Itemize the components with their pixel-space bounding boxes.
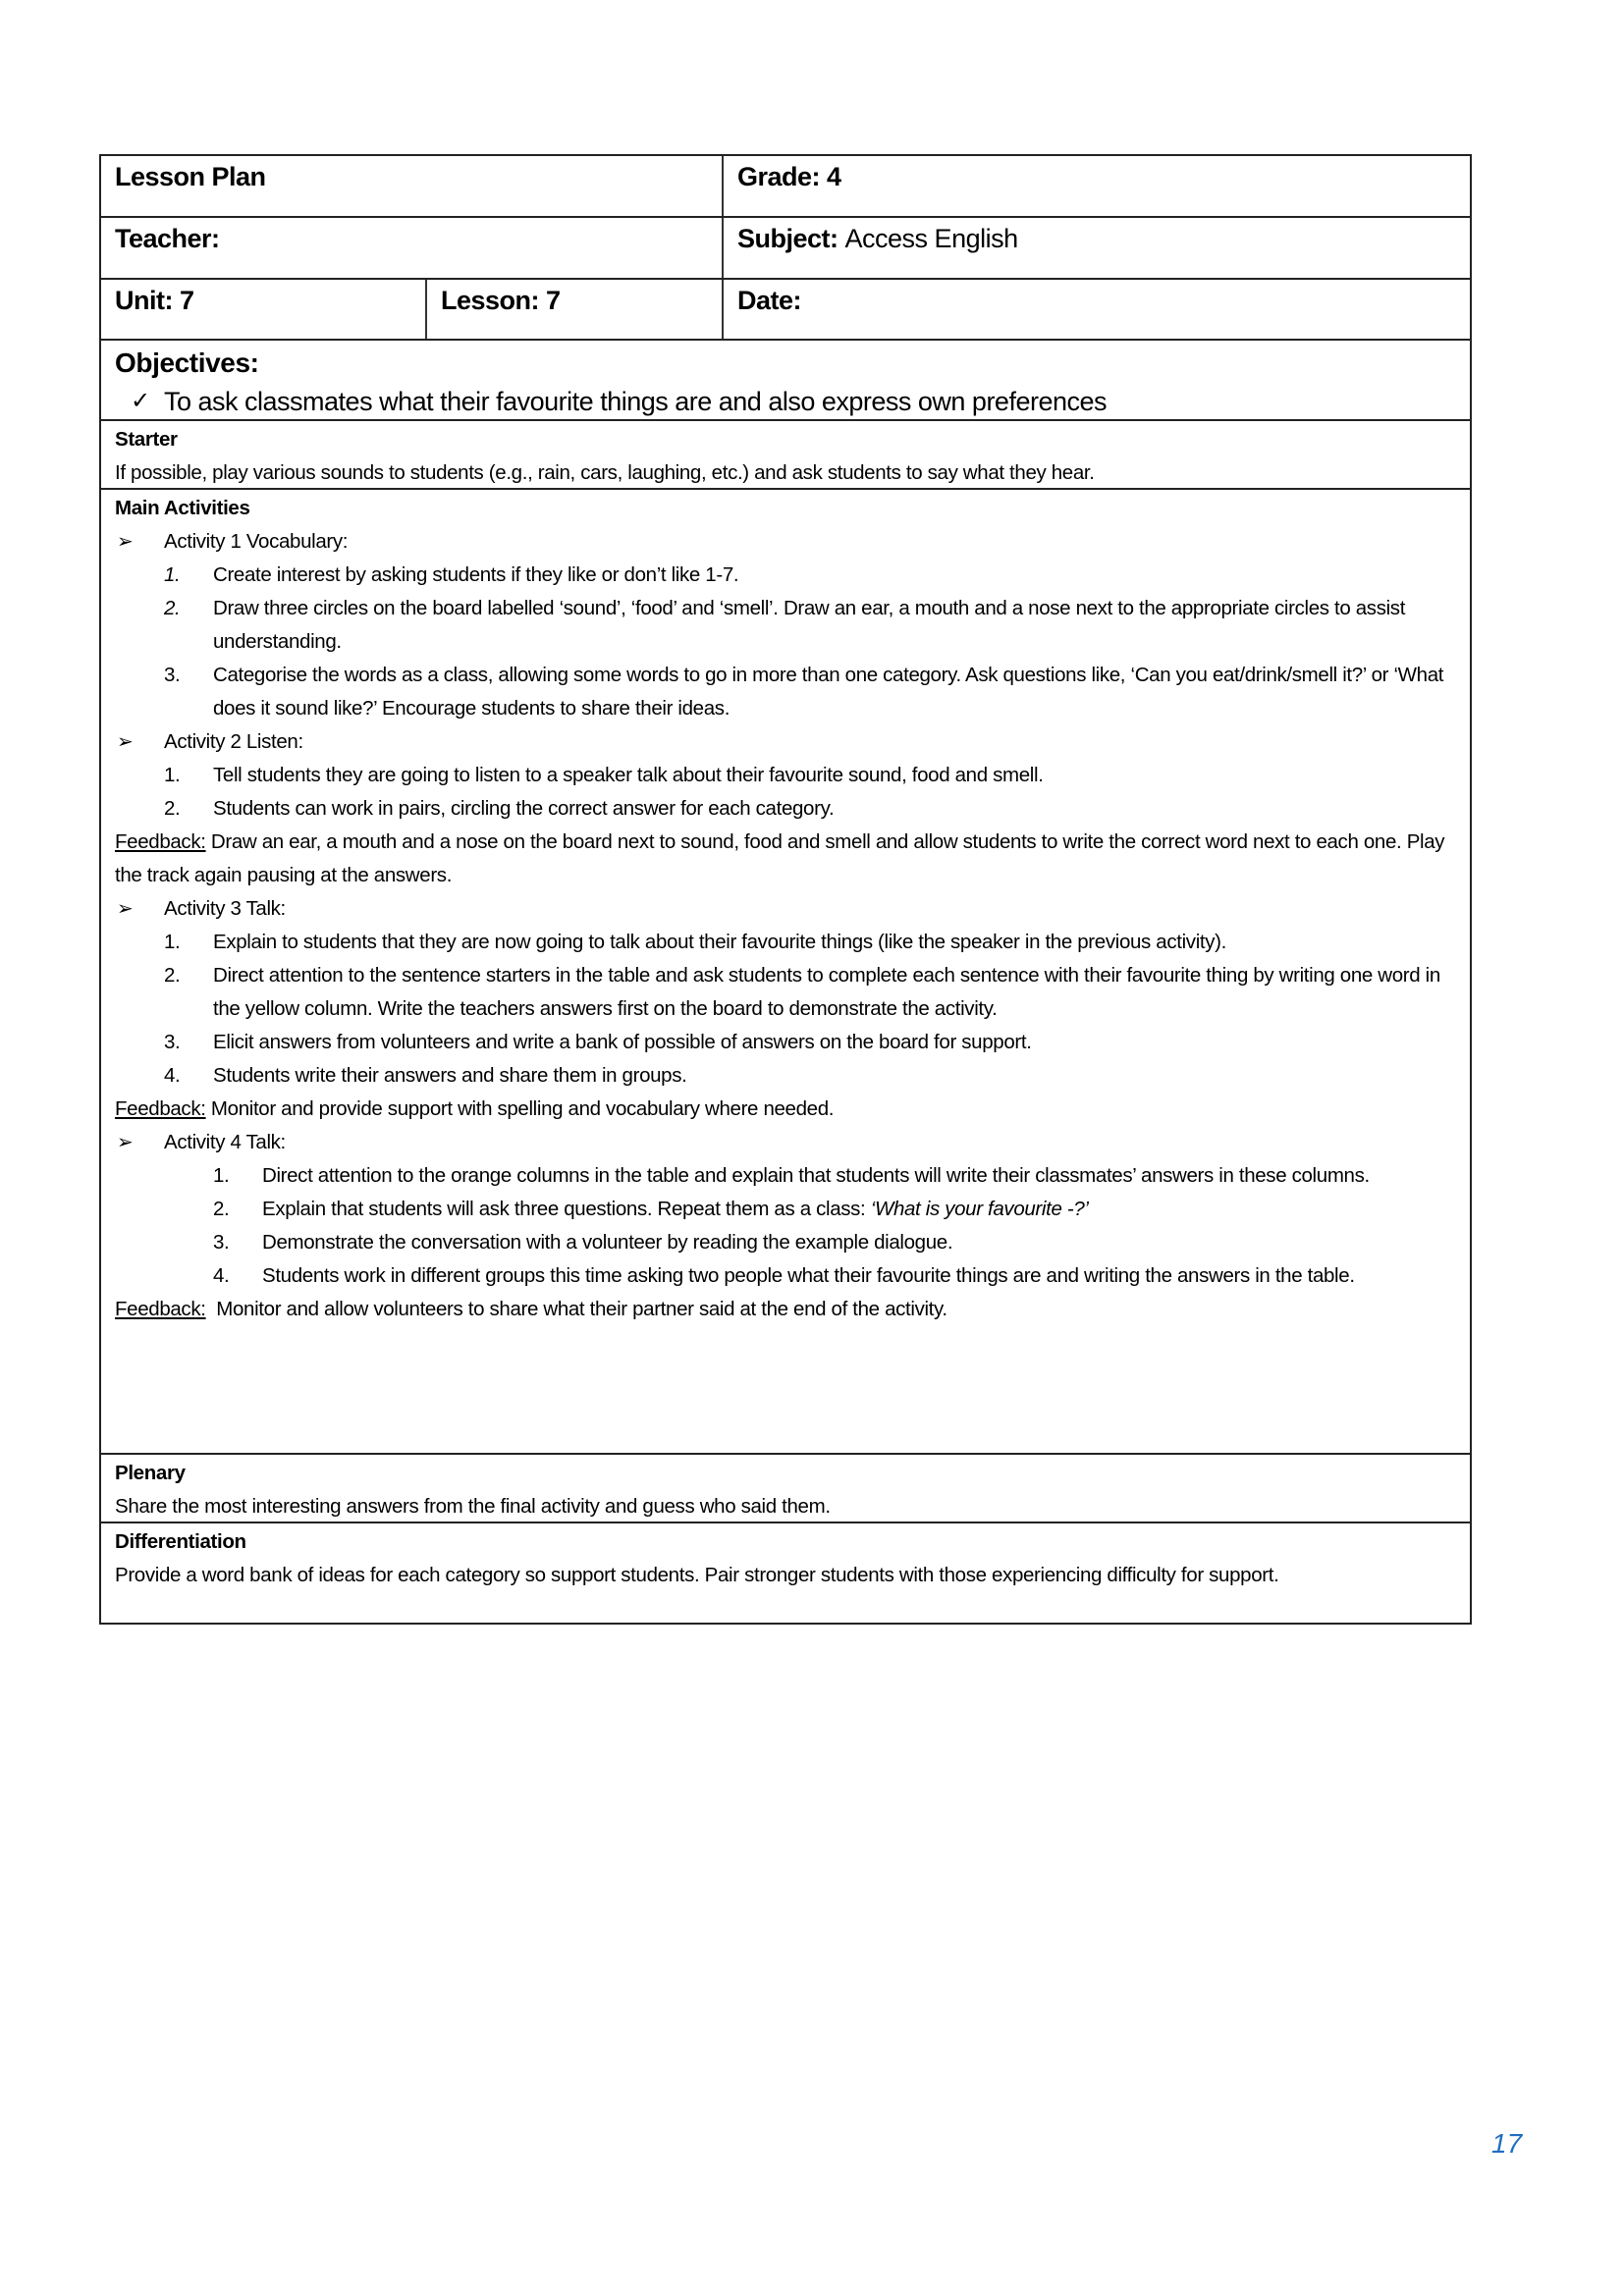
item-number: 3. bbox=[213, 1231, 230, 1254]
item-text: Explain to students that they are now going to talk about their favourite things (like the speaker in the previous activity). bbox=[213, 931, 1226, 953]
list-item bbox=[115, 1259, 1456, 1293]
item-text bbox=[262, 1193, 1456, 1226]
list-item bbox=[115, 559, 1456, 592]
main-activities-block bbox=[101, 490, 1470, 1453]
subject-cell bbox=[722, 218, 1470, 278]
list-item bbox=[115, 1159, 1456, 1193]
item-text: Demonstrate the conversation with a volunteer by reading the example dialogue. bbox=[262, 1231, 953, 1254]
activity-4-feedback bbox=[115, 1293, 1456, 1326]
activity-2-feedback bbox=[115, 826, 1456, 892]
differentiation-block bbox=[101, 1523, 1292, 1623]
activity-title: Activity 3 Talk: bbox=[164, 897, 286, 920]
plenary-block bbox=[101, 1455, 844, 1522]
list-item bbox=[115, 926, 1456, 959]
activity-2-heading bbox=[115, 725, 1456, 759]
plenary-section bbox=[101, 1455, 1470, 1523]
starter-title: Starter bbox=[115, 428, 178, 451]
grade-label: Grade: bbox=[737, 162, 821, 191]
plenary-text: Share the most interesting answers from the final activity and guess who said them. bbox=[115, 1495, 831, 1518]
feedback-text: Draw an ear, a mouth and a nose on the board next to sound, food and smell and allow students to write the correct word next to each one. Play the track again pausing at the answers. bbox=[115, 830, 1445, 886]
item-text: Students write their answers and share them in groups. bbox=[213, 1064, 687, 1087]
list-item bbox=[115, 759, 1456, 792]
objective-item bbox=[115, 382, 1107, 421]
activity-title: Activity 2 Listen: bbox=[164, 730, 303, 753]
unit-cell bbox=[101, 280, 425, 339]
item-text: Draw three circles on the board labelled ‘sound’, ‘food’ and ‘smell’. Draw an ear, a mouth and a nose next to the appropriate circles to assist understanding. bbox=[213, 597, 1406, 653]
item-text: Create interest by asking students if they like or don’t like 1-7. bbox=[213, 563, 739, 586]
header-row-3 bbox=[101, 280, 1470, 341]
feedback-label: Feedback: bbox=[115, 830, 206, 853]
objective-text: To ask classmates what their favourite things are and also express own preferences bbox=[164, 387, 1108, 416]
list-item bbox=[115, 1026, 1456, 1059]
item-number: 1. bbox=[213, 1164, 230, 1187]
arrow-bullet-icon: ➢ bbox=[117, 1132, 134, 1153]
date-label: Date: bbox=[737, 286, 802, 315]
feedback-text: Monitor and provide support with spelling and vocabulary where needed. bbox=[205, 1097, 835, 1120]
arrow-bullet-icon: ➢ bbox=[117, 731, 134, 753]
item-number: 4. bbox=[213, 1264, 230, 1287]
differentiation-title: Differentiation bbox=[115, 1530, 246, 1553]
arrow-bullet-icon: ➢ bbox=[117, 531, 134, 553]
grade-cell bbox=[722, 156, 1470, 216]
lesson-plan-table bbox=[99, 154, 1472, 1625]
starter-block bbox=[101, 421, 1109, 488]
main-activities-section bbox=[101, 490, 1470, 1455]
check-icon: ✓ bbox=[131, 388, 150, 414]
feedback-label: Feedback: bbox=[115, 1298, 206, 1320]
item-number: 3. bbox=[164, 1031, 181, 1053]
objectives-title: Objectives: bbox=[115, 347, 259, 378]
lesson-plan-title: Lesson Plan bbox=[115, 162, 266, 191]
header-row-1 bbox=[101, 156, 1470, 218]
unit-label: Unit: bbox=[115, 286, 173, 315]
item-number: 2. bbox=[164, 797, 181, 820]
activity-title: Activity 1 Vocabulary: bbox=[164, 530, 349, 553]
list-item bbox=[115, 1226, 1456, 1259]
item-number: 1. bbox=[164, 764, 181, 786]
item-number: 1. bbox=[164, 931, 181, 953]
item-number: 1. bbox=[164, 563, 181, 586]
item-text: Elicit answers from volunteers and write a bank of possible of answers on the board for support. bbox=[213, 1031, 1032, 1053]
item-number: 4. bbox=[164, 1064, 181, 1087]
differentiation-section bbox=[101, 1523, 1470, 1623]
list-item bbox=[115, 1193, 1456, 1226]
starter-text: If possible, play various sounds to students (e.g., rain, cars, laughing, etc.) and ask students to say what they hear. bbox=[115, 461, 1095, 484]
date-cell bbox=[722, 280, 1470, 339]
lesson-value: 7 bbox=[546, 286, 561, 315]
item-number: 2. bbox=[164, 964, 181, 987]
item-text: Students work in different groups this time asking two people what their favourite things are and writing the answers in the table. bbox=[262, 1264, 1355, 1287]
list-item bbox=[115, 959, 1456, 1026]
activity-4-heading bbox=[115, 1126, 1456, 1159]
lesson-label: Lesson: bbox=[441, 286, 540, 315]
activity-3-feedback bbox=[115, 1093, 1456, 1126]
feedback-label: Feedback: bbox=[115, 1097, 206, 1120]
list-item bbox=[115, 792, 1456, 826]
lesson-plan-title-cell bbox=[101, 156, 722, 216]
feedback-text: Monitor and allow volunteers to share what their partner said at the end of the activity. bbox=[205, 1298, 947, 1320]
arrow-bullet-icon: ➢ bbox=[117, 898, 134, 920]
activity-3-heading bbox=[115, 892, 1456, 926]
subject-value: Access English bbox=[844, 224, 1018, 253]
unit-value: 7 bbox=[180, 286, 194, 315]
list-item bbox=[115, 659, 1456, 725]
objectives-block bbox=[101, 341, 1120, 419]
item-number: 2. bbox=[164, 597, 181, 619]
item-text: Categorise the words as a class, allowing some words to go in more than one category. Ask questions like, ‘Can you eat/drink/smell it?’ or ‘What does it sound like?’ Encourage students to share their ideas. bbox=[213, 664, 1444, 720]
subject-label: Subject: bbox=[737, 224, 839, 253]
activity-title: Activity 4 Talk: bbox=[164, 1131, 286, 1153]
grade-value: 4 bbox=[827, 162, 841, 191]
teacher-cell bbox=[101, 218, 722, 278]
teacher-label: Teacher: bbox=[115, 224, 220, 253]
item-number: 2. bbox=[213, 1198, 230, 1220]
item-text-italic-question: ‘What is your favourite -?’ bbox=[870, 1198, 1089, 1220]
header-row-2 bbox=[101, 218, 1470, 280]
activity-1-heading bbox=[115, 525, 1456, 559]
list-item bbox=[115, 1059, 1456, 1093]
item-number: 3. bbox=[164, 664, 181, 686]
differentiation-text: Provide a word bank of ideas for each category so support students. Pair stronger students with those experiencing difficulty for support. bbox=[115, 1564, 1279, 1586]
plenary-title: Plenary bbox=[115, 1462, 186, 1484]
item-text: Direct attention to the orange columns in the table and explain that students will write their classmates’ answers in these columns. bbox=[262, 1164, 1370, 1187]
objectives-section bbox=[101, 341, 1470, 421]
item-text: Tell students they are going to listen to a speaker talk about their favourite sound, food and smell. bbox=[213, 764, 1044, 786]
list-item bbox=[115, 592, 1456, 659]
item-text: Students can work in pairs, circling the correct answer for each category. bbox=[213, 797, 835, 820]
item-text-plain: Explain that students will ask three questions. Repeat them as a class: bbox=[262, 1198, 871, 1220]
page-number: 17 bbox=[1491, 2128, 1523, 2159]
starter-section bbox=[101, 421, 1470, 490]
main-activities-title: Main Activities bbox=[115, 497, 250, 519]
lesson-cell bbox=[425, 280, 722, 339]
item-text: Direct attention to the sentence starters in the table and ask students to complete each sentence with their favourite thing by writing one word in the yellow column. Write the teachers answers first on the board to demonstrate the activity. bbox=[213, 964, 1440, 1020]
